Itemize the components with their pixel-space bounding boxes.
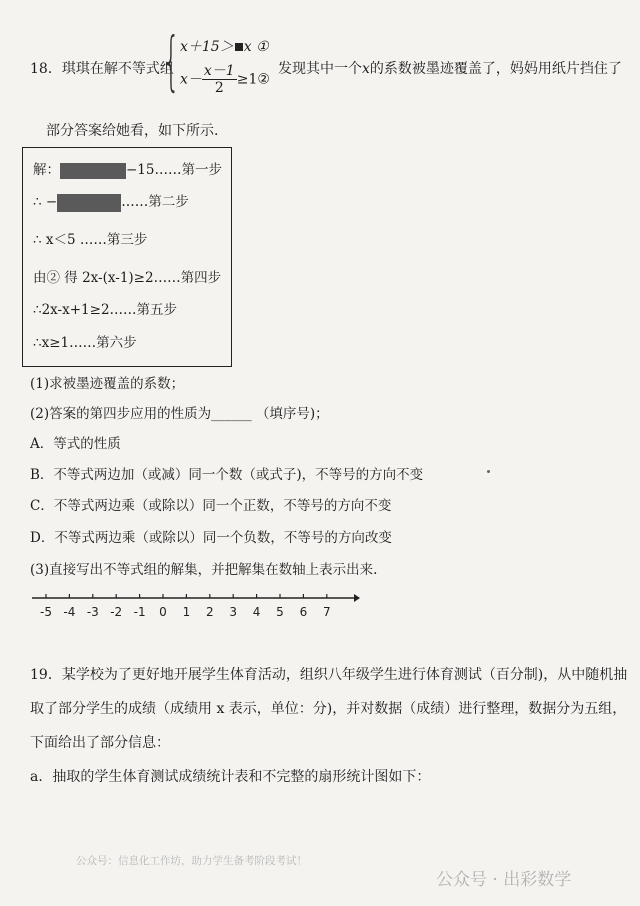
number-line-arrow-icon (354, 594, 360, 602)
tick-label: 3 (229, 605, 238, 619)
step-3: ∴ x＜5 ……第三步 (33, 232, 148, 248)
tick-label: 1 (182, 605, 191, 619)
step-2-suffix: ……第二步 (121, 194, 189, 210)
option-d: D．不等式两边乘（或除以）同一个负数，不等号的方向改变 (30, 530, 392, 546)
tick-label: -1 (133, 605, 146, 619)
tick-label: 2 (205, 605, 214, 619)
watermark-right: 公众号 · 出彩数学 (436, 870, 572, 890)
tail-text-b: 的系数被墨迹覆盖了，妈妈用纸片挡住了 (369, 61, 622, 77)
question-18-tail (278, 58, 622, 78)
step-5: ∴2x-x+1≥2……第五步 (33, 302, 178, 318)
step-6: ∴x≥1……第六步 (33, 335, 137, 351)
watermark-left: 公众号：信息化工作坊，助力学生备考阶段考试！ (76, 855, 307, 867)
inequality-1-left: x＋15＞ (180, 39, 234, 55)
left-brace: { (162, 25, 181, 99)
number-line (30, 586, 360, 626)
cover-block-1 (60, 163, 126, 179)
question-19-line2: 取了部分学生的成绩（成绩用 x 表示，单位：分)，并对数据（成绩）进行整理，数据分为五组， (30, 701, 627, 717)
answer-box (22, 147, 232, 367)
part-1: (1)求被墨迹覆盖的系数； (30, 376, 185, 392)
inequality-1-right: x ① (243, 39, 269, 55)
fraction-numerator: x－1 (203, 63, 235, 79)
step-2-prefix: ∴ − (33, 194, 58, 210)
tick-label: 7 (322, 605, 331, 619)
question-19-line4: a．抽取的学生体育测试成绩统计表和不完整的扇形统计图如下： (30, 769, 431, 785)
tick-label: 5 (276, 605, 284, 619)
step-1-prefix: 解： (33, 162, 60, 178)
option-a: A．等式的性质 (30, 436, 121, 452)
inequality-2-part-b: ≥1② (236, 71, 270, 88)
step-1-suffix: −15……第一步 (126, 162, 222, 178)
tail-x: x (362, 61, 370, 77)
tick-label: -3 (86, 605, 99, 619)
option-c: C．不等式两边乘（或除以）同一个正数，不等号的方向不变 (30, 498, 392, 514)
question-19-line1: 19．某学校为了更好地开展学生体育活动，组织八年级学生进行体育测试（百分制)，从中随机抽 (30, 667, 628, 683)
tick-label: -2 (110, 605, 123, 619)
option-b: B．不等式两边加（或减）同一个数（或式子)，不等号的方向不变 (30, 467, 424, 483)
fraction-denominator: 2 (214, 80, 224, 96)
fraction (202, 63, 237, 96)
stray-dot (487, 470, 490, 473)
step-1 (33, 158, 222, 179)
tick-label: -4 (63, 605, 76, 619)
tick-label: -5 (40, 605, 52, 619)
inequality-1 (180, 36, 269, 56)
tick-label: 0 (159, 605, 167, 619)
question-19-line3: 下面给出了部分信息： (30, 735, 170, 751)
cover-block-2 (57, 194, 121, 212)
inequality-2-part-a: x－ (180, 71, 202, 88)
question-18-line2: 部分答案给她看，如下所示. (46, 123, 219, 139)
inequality-2 (180, 63, 270, 96)
ink-blot-square (235, 43, 243, 51)
step-2 (33, 190, 189, 212)
tick-label: 6 (299, 605, 308, 619)
part-3: (3)直接写出不等式组的解集，并把解集在数轴上表示出来. (30, 562, 378, 578)
part-2: (2)答案的第四步应用的性质为______ （填序号)； (30, 406, 329, 422)
tick-label: 4 (252, 605, 261, 619)
step-4: 由② 得 2x-(x-1)≥2……第四步 (33, 270, 222, 286)
question-18-lead: 18．琪琪在解不等式组 (30, 61, 174, 77)
tail-text-a: 发现其中一个 (278, 61, 362, 77)
